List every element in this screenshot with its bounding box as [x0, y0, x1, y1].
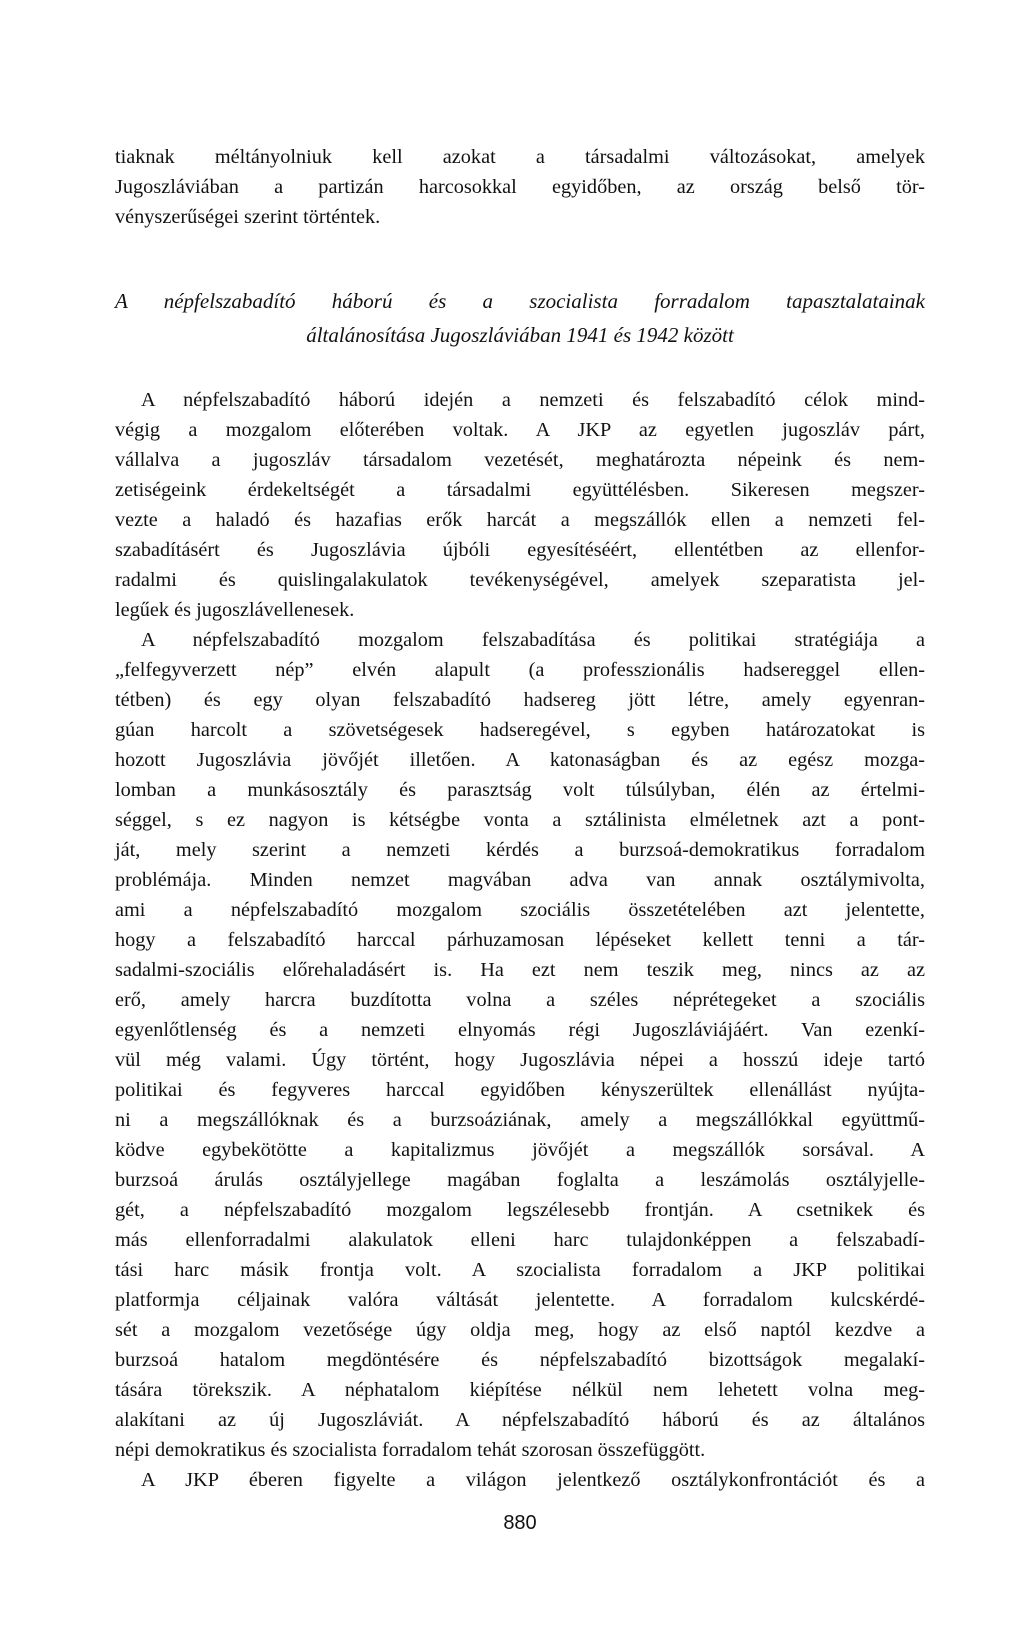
text-line: vállalva a jugoszláv társadalom vezetését, meghatározta népeink és nem- — [115, 449, 925, 471]
text-line: alakítani az új Jugoszláviát. A népfelszabadító háború és az általános — [115, 1409, 925, 1431]
text-line: ami a népfelszabadító mozgalom szociális összetételében azt jelentette, — [115, 899, 925, 921]
text-line: zetiségeink érdekeltségét a társadalmi együttélésben. Sikeresen megszer- — [115, 479, 925, 501]
text-line: ködve egybekötötte a kapitalizmus jövőjét a megszállók sorsával. A — [115, 1139, 925, 1161]
text-line: hozott Jugoszlávia jövőjét illetően. A katonaságban és az egész mozga- — [115, 749, 925, 771]
text-line: tási harc másik frontja volt. A szocialista forradalom a JKP politikai — [115, 1259, 925, 1281]
text-line: vül még valami. Úgy történt, hogy Jugoszlávia népei a hosszú ideje tartó — [115, 1049, 925, 1071]
text-line: A népfelszabadító mozgalom felszabadítása és politikai stratégiája a — [141, 629, 925, 651]
body-text — [115, 385, 925, 1495]
text-line: gúan harcolt a szövetségesek hadseregével, s egyben határozatokat is — [115, 719, 925, 741]
text-line: politikai és fegyveres harccal egyidőben kényszerültek ellenállást nyújta- — [115, 1079, 925, 1101]
text-line: vényszerűségei szerint történtek. — [115, 206, 381, 228]
text-line: burzsoá hatalom megdöntésére és népfelszabadító bizottságok megalakí- — [115, 1349, 925, 1371]
text-line: szabadításért és Jugoszlávia újbóli egyesítéséért, ellentétben az ellenfor- — [115, 539, 925, 561]
text-line: lomban a munkásosztály és parasztság volt túlsúlyban, élén az értelmi- — [115, 779, 925, 801]
text-line: tiaknak méltányolniuk kell azokat a társadalmi változásokat, amelyek — [115, 146, 925, 168]
text-line: tására törekszik. A néphatalom kiépítése nélkül nem lehetett volna meg- — [115, 1379, 925, 1401]
text-line: más ellenforradalmi alakulatok elleni harc tulajdonképpen a felszabadí- — [115, 1229, 925, 1251]
text-line: ját, mely szerint a nemzeti kérdés a burzsoá-demokratikus forradalom — [115, 839, 925, 861]
text-line: séggel, s ez nagyon is kétségbe vonta a sztálinista elméletnek azt a pont- — [115, 809, 925, 831]
text-line: népi demokratikus és szocialista forradalom tehát szorosan összefüggött. — [115, 1439, 706, 1461]
text-line: ni a megszállóknak és a burzsoáziának, amely a megszállókkal együttmű- — [115, 1109, 925, 1131]
book-page — [115, 0, 925, 1645]
intro-paragraph — [115, 142, 925, 232]
text-line: erő, amely harcra buzdította volna a széles néprétegeket a szociális — [115, 989, 925, 1011]
text-line: Jugoszláviában a partizán harcosokkal egyidőben, az ország belső tör- — [115, 176, 925, 198]
heading-line-1: A népfelszabadító háború és a szocialista forradalom tapasztalatainak — [115, 289, 925, 313]
text-line: A népfelszabadító háború idején a nemzeti és felszabadító célok mind- — [141, 389, 925, 411]
text-line: problémája. Minden nemzet magvában adva van annak osztálymivolta, — [115, 869, 925, 891]
paragraph-3 — [115, 1465, 925, 1495]
heading-line-2: általánosítása Jugoszláviában 1941 és 1942 között — [306, 323, 734, 347]
text-line: sét a mozgalom vezetősége úgy oldja meg, hogy az első naptól kezdve a — [115, 1319, 925, 1341]
text-line: hogy a felszabadító harccal párhuzamosan lépéseket kellett tenni a tár- — [115, 929, 925, 951]
text-line: radalmi és quislingalakulatok tevékenységével, amelyek szeparatista jel- — [115, 569, 925, 591]
text-line: burzsoá árulás osztályjellege magában foglalta a leszámolás osztályjelle- — [115, 1169, 925, 1191]
text-line: végig a mozgalom előterében voltak. A JKP az egyetlen jugoszláv párt, — [115, 419, 925, 441]
text-line: gét, a népfelszabadító mozgalom legszélesebb frontján. A csetnikek és — [115, 1199, 925, 1221]
text-line: A JKP éberen figyelte a világon jelentkező osztálykonfrontációt és a — [141, 1469, 925, 1491]
section-heading — [115, 284, 925, 352]
paragraph-2 — [115, 625, 925, 1465]
text-line: „felfegyverzett nép” elvén alapult (a professzionális hadsereggel ellen- — [115, 659, 925, 681]
text-line: legűek és jugoszlávellenesek. — [115, 599, 355, 621]
text-line: tétben) és egy olyan felszabadító hadsereg jött létre, amely egyenran- — [115, 689, 925, 711]
text-line: sadalmi-szociális előrehaladásért is. Ha ezt nem teszik meg, nincs az az — [115, 959, 925, 981]
text-line: platformja céljainak valóra váltását jelentette. A forradalom kulcskérdé- — [115, 1289, 925, 1311]
page-number: 880 — [503, 1512, 537, 1534]
text-line: egyenlőtlenség és a nemzeti elnyomás régi Jugoszláviájáért. Van ezenkí- — [115, 1019, 925, 1041]
paragraph-1 — [115, 385, 925, 625]
text-line: vezte a haladó és hazafias erők harcát a megszállók ellen a nemzeti fel- — [115, 509, 925, 531]
